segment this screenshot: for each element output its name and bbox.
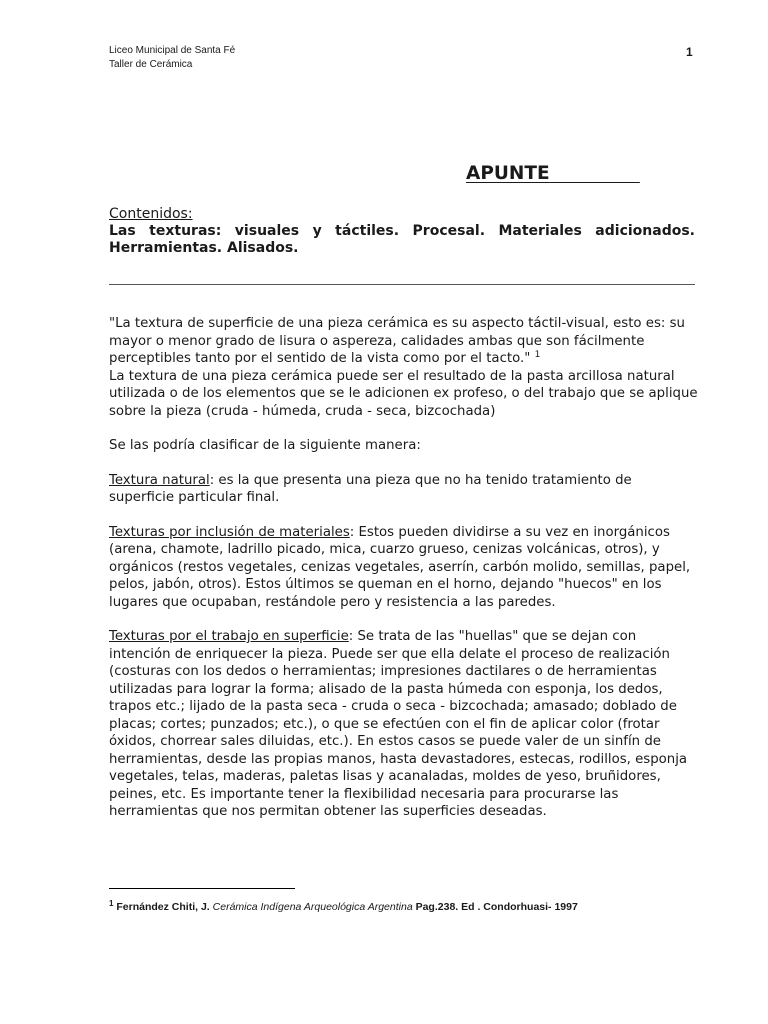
- footnote-book: Cerámica Indígena Arqueológica Argentina: [212, 901, 413, 913]
- inclusion-texture-text: : Estos pueden dividirse a su vez en inorgánicos (arena, chamote, ladrillo picado, mica, cuarzo grueso, cenizas volcánicas, otros), y orgánicos (restos vegetales, cenizas vegetales, aserrín, carbón molido, semillas, papel, pelos, jabón, otros). Estos últimos se queman en el horno, dejando "huecos" en los lugares que ocupaban, restándole pero y resistencia a las paredes.: [109, 524, 691, 610]
- natural-texture-text: : es la que presenta una pieza que no ha tenido tratamiento de superficie particular final.: [109, 472, 632, 505]
- footnote-number: 1: [109, 899, 114, 908]
- term-natural-texture: Textura natural: [109, 472, 210, 488]
- workshop-name: Taller de Cerámica: [109, 59, 193, 70]
- footnote-details: Pag.238. Ed . Condorhuasi- 1997: [415, 901, 578, 913]
- contents-label: Contenidos:: [109, 206, 193, 222]
- footnote-author: Fernández Chiti, J.: [116, 901, 210, 913]
- term-surface-texture: Texturas por el trabajo en superficie: [109, 629, 349, 644]
- contents-text: Las texturas: visuales y táctiles. Procesal. Materiales adicionados. Herramientas. Alisados.: [109, 223, 695, 256]
- quote-paragraph: [109, 315, 699, 368]
- surface-texture-text: : Se trata de las "huellas" que se dejan con intención de enriquecer la pieza. Puede ser que ella delate el proceso de realización (costuras con los dedos o herramientas; impresiones dactilares o de herramientas utilizadas para lograr la forma; alisado de la pasta húmeda con esponja, los dedos, trapos etc.; lijado de la pasta seca - cruda o seca - bizcochada; amasado; doblado de placas; cortes; punzados; etc.), o que se efectúen con el fin de aplicar color (frotar óxidos, chorrear sales diluidas, etc.). En estos casos se puede valer de un sinfín de herramientas, desde las propias manos, hasta devastadores, estecas, rodillos, esponja vegetales, telas, maderas, paletas lisas y acanaladas, moldes de yeso, bruñidores, peines, etc. Es importante tener la flexibilidad necesaria para procurarse las herramientas que nos permitan obtener las superficies deseadas.: [109, 629, 688, 819]
- paragraph-classification: Se las podría clasificar de la siguiente manera:: [109, 438, 421, 453]
- footnote-divider: [109, 888, 295, 889]
- page-header: [109, 44, 235, 72]
- document-body: [109, 315, 699, 821]
- footnote-ref: 1: [534, 350, 541, 360]
- page-number: 1: [686, 45, 693, 59]
- term-inclusion-texture: Texturas por inclusión de materiales: [109, 524, 350, 540]
- title-underline-tail: [550, 163, 640, 184]
- document-title: [466, 163, 640, 184]
- quote-text: "La textura de superficie de una pieza cerámica es su aspecto táctil-visual, esto es: su mayor o menor grado de lisura o aspereza, calidades ambas que son fácilmente perceptibles tanto por el sentido de la vista como por el tacto.": [109, 316, 685, 366]
- paragraph-origin: La textura de una pieza cerámica puede ser el resultado de la pasta arcillosa natural utilizada o de los elementos que se le adicionen ex profeso, o del trabajo que se aplique sobre la pieza (cruda - húmeda, cruda - seca, bizcochada): [109, 368, 698, 419]
- paragraph-natural-texture: [109, 472, 699, 507]
- section-divider: [109, 284, 695, 285]
- paragraph-inclusion-texture: [109, 524, 699, 612]
- footnote: [109, 897, 578, 914]
- school-name: Liceo Municipal de Santa Fé: [109, 45, 236, 56]
- document-title-text: APUNTE: [466, 163, 550, 184]
- contents-section: [109, 206, 695, 257]
- paragraph-surface-texture: [109, 628, 699, 821]
